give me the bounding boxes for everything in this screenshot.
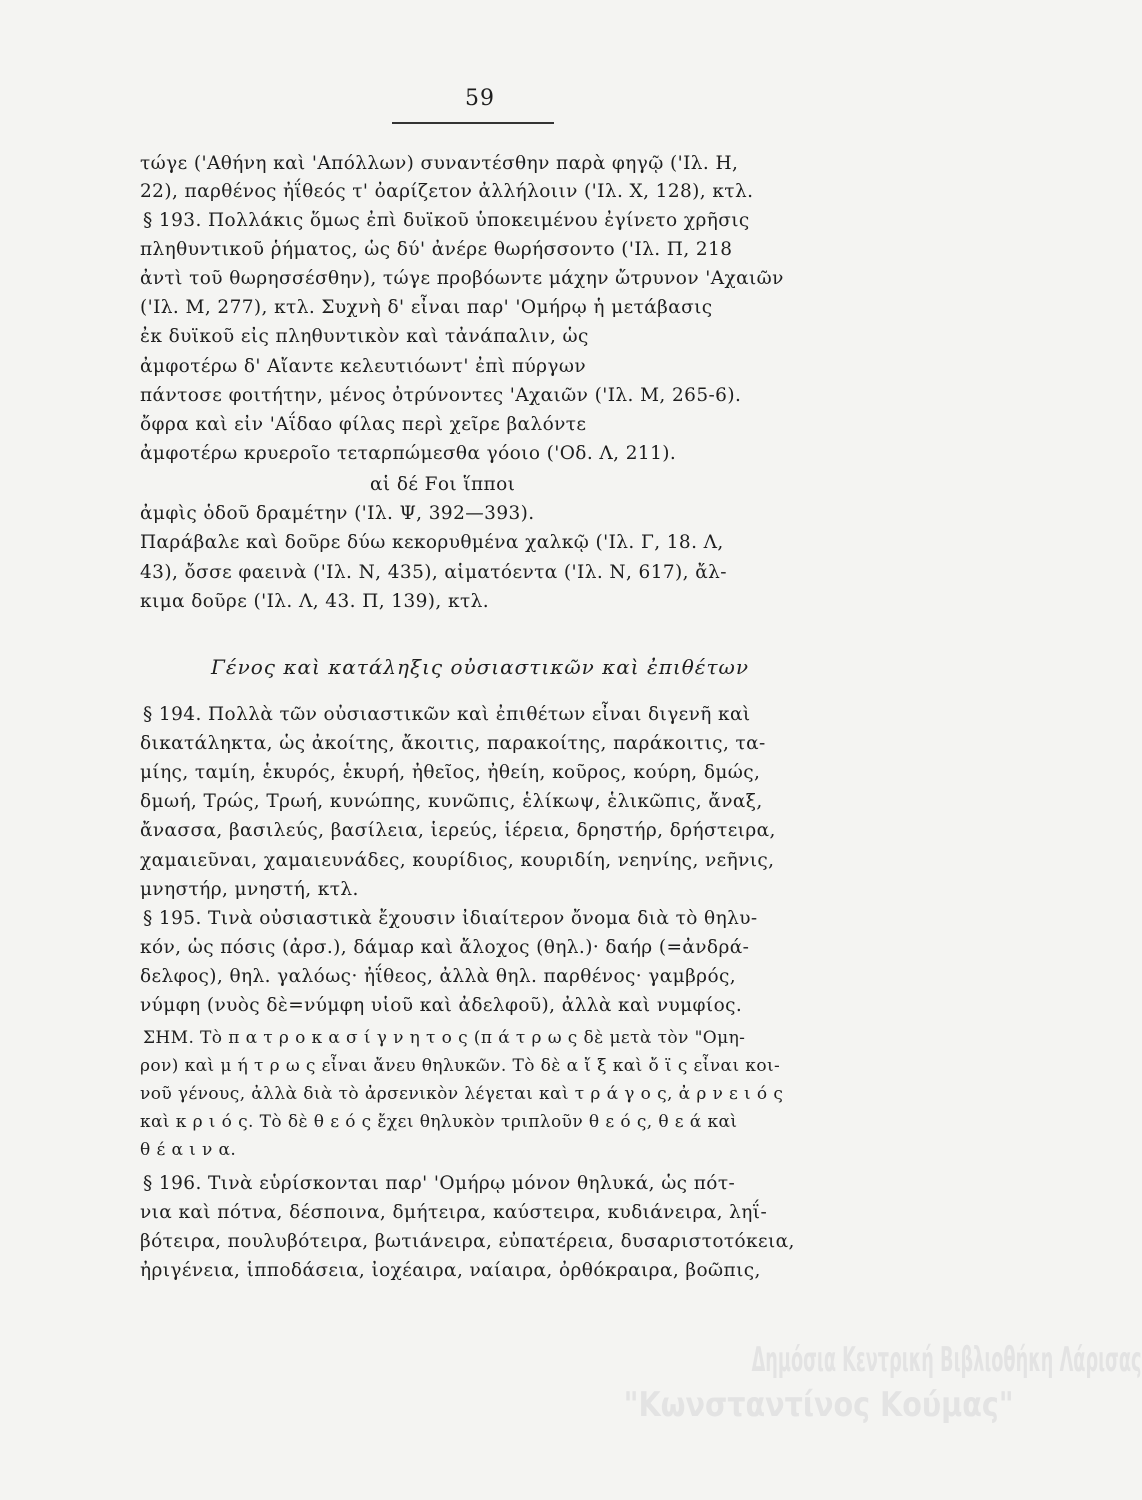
- text-line: ἀμφοτέρω δ' Αἴαντε κελευτιόωντ' ἐπὶ πύργων: [140, 356, 586, 377]
- text-line: δμωή, Τρώς, Τρωή, κυνώπης, κυνῶπις, ἑλίκωψ, ἑλικῶπις, ἄναξ,: [140, 791, 763, 812]
- text-line: νοῦ γένους, ἀλλὰ διὰ τὸ ἀρσενικὸν λέγεται καὶ τ ρ ά γ ο ς, ἀ ρ ν ε ι ό ς: [140, 1084, 784, 1104]
- text-line: πάντοσε φοιτήτην, μένος ὀτρύνοντες 'Αχαιῶν ('Ιλ. Μ, 265-6).: [140, 385, 742, 406]
- text-line: πληθυντικοῦ ῥήματος, ὡς δύ' ἀνέρε θωρήσσοντο ('Ιλ. Π, 218: [140, 239, 733, 260]
- text-line: Παράβαλε καὶ δοῦρε δύω κεκορυθμένα χαλκῷ ('Ιλ. Γ, 18. Λ,: [140, 532, 724, 553]
- header-rule: [392, 122, 554, 124]
- text-line: § 194. Πολλὰ τῶν οὐσιαστικῶν καὶ ἐπιθέτων εἶναι διγενῆ καὶ: [143, 704, 751, 725]
- library-watermark-line1: Δημόσια Κεντρική Βιβλιοθήκη Λάρισας: [751, 1340, 1142, 1380]
- text-line: ('Ιλ. Μ, 277), κτλ. Συχνὴ δ' εἶναι παρ' 'Ομήρῳ ἡ μετάβασις: [140, 297, 713, 318]
- text-line: § 195. Τινὰ οὐσιαστικὰ ἔχουσιν ἰδιαίτερον ὄνομα διὰ τὸ θηλυ-: [143, 908, 758, 929]
- text-line: κιμα δοῦρε ('Ιλ. Λ, 43. Π, 139), κτλ.: [140, 591, 489, 612]
- text-line: ἀντὶ τοῦ θωρησσέσθην), τώγε προβόωντε μάχην ὤτρυνον 'Αχαιῶν: [140, 268, 784, 289]
- text-line: νύμφη (νυὸς δὲ=νύμφη υἱοῦ καὶ ἀδελφοῦ), ἀλλὰ καὶ νυμφίος.: [140, 995, 743, 1016]
- text-line: ἀμφὶς ὁδοῦ δραμέτην ('Ιλ. Ψ, 392—393).: [140, 503, 535, 524]
- text-line: νια καὶ πότνα, δέσποινα, δμήτειρα, καύστειρα, κυδιάνειρα, ληΐ-: [140, 1202, 768, 1223]
- text-line: § 196. Τινὰ εὑρίσκονται παρ' 'Ομήρῳ μόνον θηλυκά, ὡς πότ-: [143, 1173, 736, 1194]
- text-line: § 193. Πολλάκις ὅμως ἐπὶ δυϊκοῦ ὑποκειμένου ἐγίνετο χρῆσις: [143, 210, 750, 231]
- text-line: ὄφρα καὶ εἰν 'Αΐδαο φίλας περὶ χεῖρε βαλόντε: [140, 414, 587, 435]
- text-line: δελφος), θηλ. γαλόως· ἠΐθεος, ἀλλὰ θηλ. παρθένος· γαμβρός,: [140, 966, 737, 987]
- text-line: μίης, ταμίη, ἑκυρός, ἑκυρή, ἠθεῖος, ἠθείη, κοῦρος, κούρη, δμώς,: [140, 762, 761, 783]
- text-line: ἠριγένεια, ἱπποδάσεια, ἰοχέαιρα, ναίαιρα, ὀρθόκραιρα, βοῶπις,: [140, 1260, 761, 1281]
- text-line: τώγε ('Αθήνη καὶ 'Απόλλων) συναντέσθην παρὰ φηγῷ ('Ιλ. Η,: [140, 153, 739, 174]
- text-line: αἱ δέ Fοι ἵπποι: [370, 474, 516, 495]
- text-line: καὶ κ ρ ι ό ς. Τὸ δὲ θ ε ό ς ἔχει θηλυκὸν τριπλοῦν θ ε ό ς, θ ε ά καὶ: [140, 1112, 738, 1132]
- text-line: ἀμφοτέρω κρυεροῖο τεταρπώμεσθα γόοιο ('Οδ. Λ, 211).: [140, 443, 677, 464]
- text-line: ἐκ δυϊκοῦ εἰς πληθυντικὸν καὶ τἀνάπαλιν, ὡς: [140, 326, 589, 347]
- text-line: βότειρα, πουλυβότειρα, βωτιάνειρα, εὐπατέρεια, δυσαριστοτόκεια,: [140, 1231, 795, 1252]
- text-line: 43), ὄσσε φαεινὰ ('Ιλ. Ν, 435), αἱματόεντα ('Ιλ. Ν, 617), ἄλ-: [140, 562, 727, 583]
- library-watermark-line2: "Κωνσταντίνος Κούμας": [623, 1385, 1014, 1425]
- section-heading: Γένος καὶ κατάληξις οὐσιαστικῶν καὶ ἐπιθέτων: [211, 655, 749, 679]
- text-line: ρον) καὶ μ ή τ ρ ω ς εἶναι ἄνευ θηλυκῶν. Τὸ δὲ α ἴ ξ καὶ ὄ ϊ ς εἶναι κοι-: [140, 1056, 781, 1076]
- text-line: ἄνασσα, βασιλεύς, βασίλεια, ἱερεύς, ἱέρεια, δρηστήρ, δρήστειρα,: [140, 820, 776, 841]
- text-line: θ έ α ι ν α.: [140, 1140, 237, 1160]
- text-line: ΣΗΜ. Τὸ π α τ ρ ο κ α σ ί γ ν η τ ο ς (π ά τ ρ ω ς δὲ μετὰ τὸν "Ομη-: [143, 1028, 746, 1048]
- page-number: 59: [465, 86, 495, 111]
- text-line: χαμαιεῦναι, χαμαιευνάδες, κουρίδιος, κουριδίη, νεηνίης, νεῆνις,: [140, 850, 775, 871]
- text-line: μνηστήρ, μνηστή, κτλ.: [140, 879, 359, 900]
- text-line: κόν, ὡς πόσις (ἀρσ.), δάμαρ καὶ ἄλοχος (θηλ.)· δαήρ (=ἀνδρά-: [140, 937, 750, 958]
- text-line: δικατάληκτα, ὡς ἀκοίτης, ἄκοιτις, παρακοίτης, παράκοιτις, τα-: [140, 733, 766, 754]
- text-line: 22), παρθένος ἠΐθεός τ' ὀαρίζετον ἀλλήλοιιν ('Ιλ. Χ, 128), κτλ.: [140, 181, 754, 202]
